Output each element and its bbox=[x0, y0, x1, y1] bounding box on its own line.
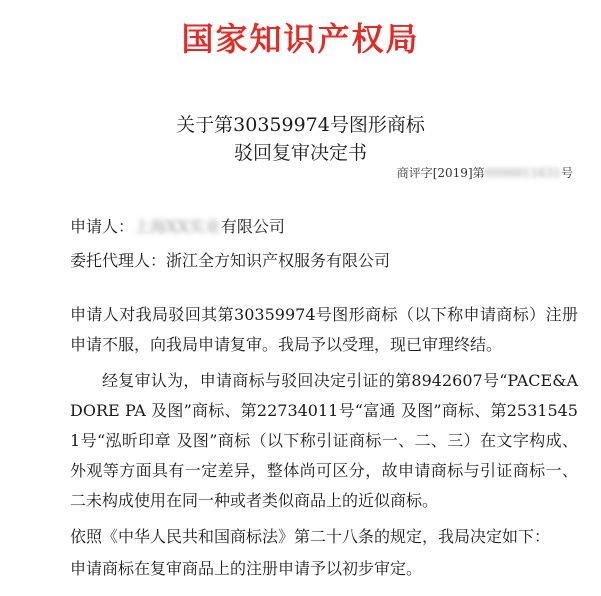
reference-number bbox=[397, 164, 573, 181]
applicant-name-suffix: 有限公司 bbox=[220, 217, 285, 236]
applicant-label: 申请人： bbox=[70, 217, 135, 236]
agent-label: 委托代理人： bbox=[70, 251, 167, 270]
paragraph-intro: 申请人对我局驳回其第30359974号图形商标（以下称申请商标）注册申请不服，向我局申请复审。我局予以受理，现已审理终结。 bbox=[70, 305, 578, 354]
reference-suffix: 号 bbox=[560, 166, 573, 180]
reference-number-redacted: 0000011631 bbox=[484, 166, 561, 180]
agent-line bbox=[70, 248, 390, 271]
org-header: 国家知识产权局 bbox=[181, 20, 420, 58]
document-subtitle: 驳回复审决定书 bbox=[233, 142, 367, 164]
agent-name: 浙江全方知识产权服务有限公司 bbox=[166, 251, 391, 270]
paragraph-legal-basis: 依照《中华人民共和国商标法》第二十八条的规定，我局决定如下： bbox=[70, 527, 551, 546]
applicant-line bbox=[70, 214, 285, 237]
reference-prefix: 商评字[2019]第 bbox=[396, 166, 485, 180]
applicant-name-redacted: 上海XX实业 bbox=[134, 217, 221, 236]
paragraph-decision: 申请商标在复审商品上的注册申请予以初步审定。 bbox=[70, 559, 423, 578]
document-title: 关于第30359974号图形商标 bbox=[176, 114, 425, 136]
paragraph-review-opinion: 经复审认为，申请商标与驳回决定引证的第8942607号“PACE&ADORE PA 及图”商标、第22734011号“富通 及图”商标、第25315451号“泓昕印章 及图”商标（以下称引证商标一、二、三）在文字构成、外观等方面具有一定差异，整体尚可区分，故申请商标与引证商标一、二未构成使用在同一种或者类似商品上的近似商标。 bbox=[70, 371, 578, 510]
